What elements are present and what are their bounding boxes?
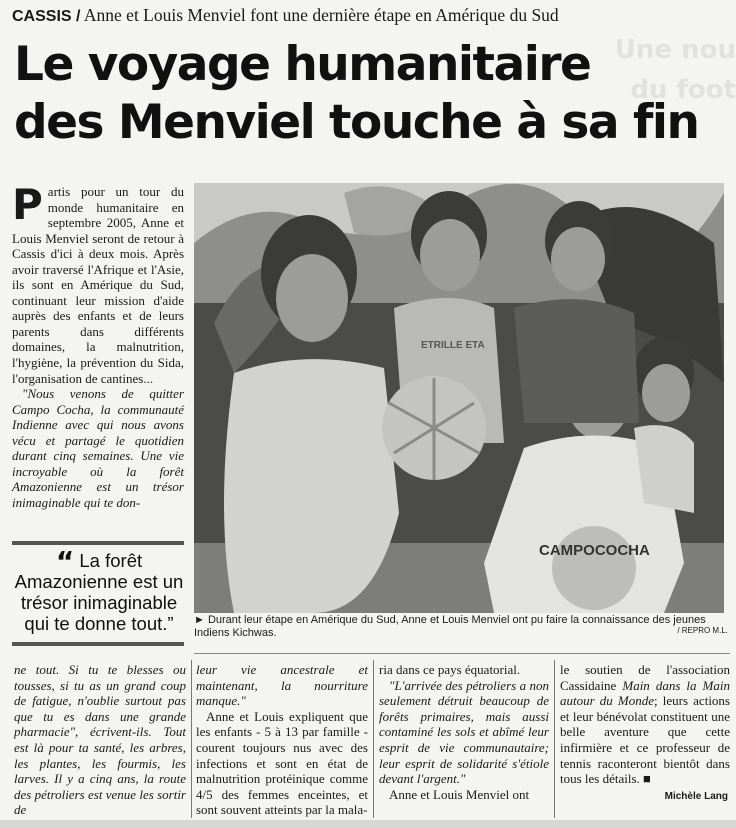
pull-quote-rule-bottom — [12, 642, 184, 646]
shirt-text-2: CAMPOCOCHA — [539, 542, 650, 559]
col4-text: le soutien de l'association Cassidaine Main dans la Main autour du Monde; leurs actions et leur bénévolat constituent une belle aventure que cette infirmière et ce professeur de tennis raconteront bientôt dans tous les détails. ■ — [560, 662, 730, 787]
col3-text-a: ria dans ce pays équatorial. — [379, 662, 521, 677]
kicker — [12, 4, 727, 28]
pull-quote-text: La forêt Amazonienne est un trésor inimaginable qui te donne tout. — [14, 550, 184, 634]
caption-rule — [194, 653, 730, 654]
headline-line-2: des Menviel touche à sa fin — [14, 95, 699, 150]
section-label: CASSIS / — [12, 8, 81, 25]
children-photo-illustration — [194, 183, 724, 613]
close-quote-mark: ” — [167, 613, 174, 634]
lead-paragraph-2: "Nous venons de quitter Campo Cocha, la communauté Indienne avec qui nous avons vécu et partagé le quotidien durant cinq semaines. Une vie incroyable où la forêt Amazonienne est un trésor inimaginable qui te don- — [12, 386, 184, 510]
col2-text-a: leur vie ancestrale et maintenant, la nourriture manque." — [196, 662, 368, 709]
col1-text: ne tout. Si tu te blesses ou tousses, si tu as un grand coup de fatigue, n'oublie surtout pas que tu es dans une grande pharmacie", écrivent-ils. Tout est là pour ta santé, les arbres, les plantes, les fourmis, les larves. Il y a cinq ans, la route des pétroliers est venue les sortir de — [14, 662, 186, 818]
col3-text-b: "L'arrivée des pétroliers a non seulement détruit beaucoup de forêts primaires, mais aussi contaminé les sols et abîmé leur esprit de vie communautaire; leur esprit de solidarité s'étiole devant l'argent." — [379, 677, 549, 787]
column-rule-1 — [191, 660, 192, 818]
drop-cap: P — [12, 180, 43, 229]
shirt-text-1: ETRILLE ETA — [421, 340, 485, 351]
bleed-through-text: Une nou du foot — [614, 35, 736, 105]
col2-text-b: Anne et Louis expliquent que les enfants - 5 à 13 par famille - courent toujours nus avec des infections et sont en état de malnutrition protéinique comme 4/5 des femmes enceintes, et sont souvent atteints par la mala- — [196, 708, 368, 818]
headline-line-1: Le voyage humanitaire — [14, 37, 591, 92]
body-column-3 — [379, 662, 549, 802]
end-mark-icon: ■ — [643, 771, 651, 787]
open-quote-mark: “ — [55, 545, 75, 578]
byline: Michèle Lang — [664, 791, 728, 802]
column-rule-2 — [373, 660, 374, 818]
lead-paragraph-1: artis pour un tour du monde humanitaire en septembre 2005, Anne et Louis Menviel seront de retour à Cassis d'ici à deux mois. Après avoir traversé l'Afrique et l'Asie, ils sont en Amérique du Sud, continuant leur mission d'aide auprès des enfants et de leurs parents dans différents domaines, la malnutrition, l'hygiène, la prévention du Sida, l'organisation de cantines... — [12, 184, 184, 386]
caption-text: Durant leur étape en Amérique du Sud, Anne et Louis Menviel ont pu faire la connaissance des jeunes Indiens Kichwas. — [194, 614, 706, 639]
col3-text-c: Anne et Louis Menviel ont — [389, 786, 530, 802]
body-column-1 — [14, 662, 186, 818]
headline — [14, 36, 729, 152]
photo-caption — [194, 614, 730, 640]
pull-quote-rule-top — [12, 541, 184, 545]
photo-credit: / REPRO M.L. — [677, 626, 728, 635]
lead-column — [12, 180, 184, 510]
body-column-2 — [196, 662, 368, 818]
body-column-4 — [560, 662, 730, 787]
kicker-text: Anne et Louis Menviel font une dernière étape en Amérique du Sud — [83, 5, 559, 25]
caption-arrow-icon: ► — [194, 614, 205, 626]
page-bottom-band — [0, 820, 736, 828]
column-rule-3 — [554, 660, 555, 818]
pull-quote — [14, 545, 184, 634]
article-photo — [194, 183, 724, 613]
